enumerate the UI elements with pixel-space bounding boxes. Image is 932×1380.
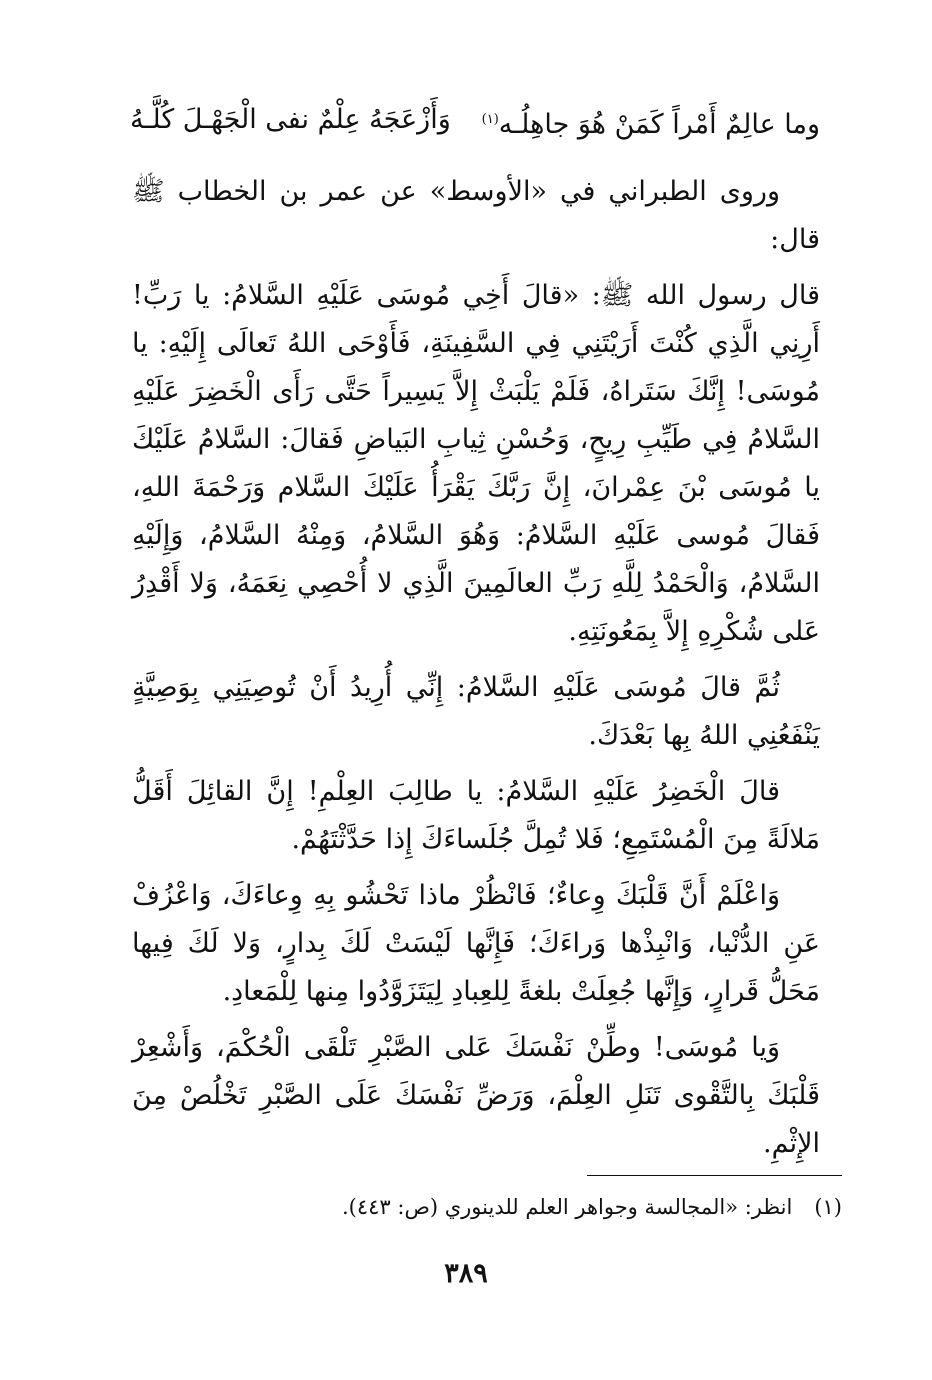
paragraph-hadith: قال رسول الله ﷺ: «قالَ أَخِي مُوسَى عَلَيْهِ السَّلامُ: يا رَبِّ! أَرِنِي الَّذِي كُنْتَ أَرَيْتَنِي فِي السَّفِينَةِ، فَأَوْحَى اللهُ تَعالَى إِلَيْهِ: يا مُوسَى! إِنَّكَ سَتَراهُ، فَلَمْ يَلْبَثْ إِلاَّ يَسِيراً حَتَّى رَأَى الْخَضِرَ عَلَيْهِ السَّلامُ فِي طَيِّبِ رِيحٍ، وَحُسْنِ ثِيابِ البَياضِ فَقالَ: السَّلامُ عَلَيْكَ يا مُوسَى بْنَ عِمْرانَ، إِنَّ رَبَّكَ يَقْرَأُ عَلَيْكَ السَّلام وَرَحْمَةَ اللهِ، فَقالَ مُوسى عَلَيْهِ السَّلامُ: وَهُوَ السَّلامُ، وَمِنْهُ السَّلامُ، وَإِلَيْهِ السَّلامُ، وَالْحَمْدُ لِلَّهِ رَبِّ العالَمِينَ الَّذِي لا أُحْصِي نِعَمَهُ، وَلا أَقْدِرُ عَلى شُكْرِهِ إِلاَّ بِمَعُونَتِهِ. [132,280,820,647]
footnote-number: (١) [814,1195,842,1219]
paragraph-khidr-reply: قالَ الْخَضِرُ عَلَيْهِ السَّلامُ: يا طالِبَ العِلْمِ! إِنَّ القائِلَ أَقَلُّ مَلالَةً مِنَ الْمُسْتَمِعِ؛ فَلا تُمِلَّ جُلَساءَكَ إِذا حَدَّثْتَهُمْ. [132,776,820,855]
verse-hemistich-left-text: وما عالِمٌ أَمْراً كَمَنْ هُوَ جاهِلُـه [498,109,820,140]
paragraph-intro: وروى الطبراني في «الأوسط» عن عمر بن الخطاب ﷺ قال: [132,176,820,255]
footnote [132,1190,842,1224]
paragraph-patience: وَيا مُوسَى! وطِّنْ نَفْسَكَ عَلى الصَّبْرِ تَلْقَى الْحُكْمَ، وَأَشْعِرْ قَلْبَكَ بِالتَّقْوى تَنَلِ العِلْمَ، وَرَضِّ نَفْسَكَ عَلَى الصَّبْرِ تَخْلُصْ مِنَ الإِثْمِ. [132,1032,820,1159]
footnote-separator [587,1175,842,1176]
verse-hemistich-left [482,100,820,145]
page-number: ٣٨٩ [444,1258,488,1289]
paragraph-heart-vessel: وَاعْلَمْ أَنَّ قَلْبَكَ وِعاءٌ؛ فَانْظُرْ ماذا تَحْشُو بِهِ وِعاءَكَ، وَاعْزُفْ عَنِ الدُّنْيا، وَانْبِذْها وَراءَكَ؛ فَإِنَّها لَيْسَتْ لَكَ بِدارٍ، وَلا لَكَ فِيها مَحَلُّ قَرارٍ، وَإِنَّها جُعِلَتْ بلغةً لِلعِبادِ لِيَتَزَوَّدُوا مِنها لِلْمَعادِ. [132,880,820,1007]
verse-hemistich-right: وَأَزْعَجَهُ عِلْمٌ نفى الْجَهْـلَ كُلَّـهُ [130,104,451,135]
footnote-marker: (١) [481,112,499,127]
poetry-verse [130,100,820,145]
paragraph-musa-request: ثُمَّ قالَ مُوسَى عَلَيْهِ السَّلامُ: إِنِّي أُرِيدُ أَنْ تُوصِيَنِي بِوَصِيَّةٍ يَنْفَعُنِي اللهُ بِها بَعْدَكَ. [132,672,820,751]
body-text [132,168,820,1176]
footnote-text: انظر: «المجالسة وجواهر العلم للدينوري (ص: ٤٤٣). [342,1195,793,1219]
